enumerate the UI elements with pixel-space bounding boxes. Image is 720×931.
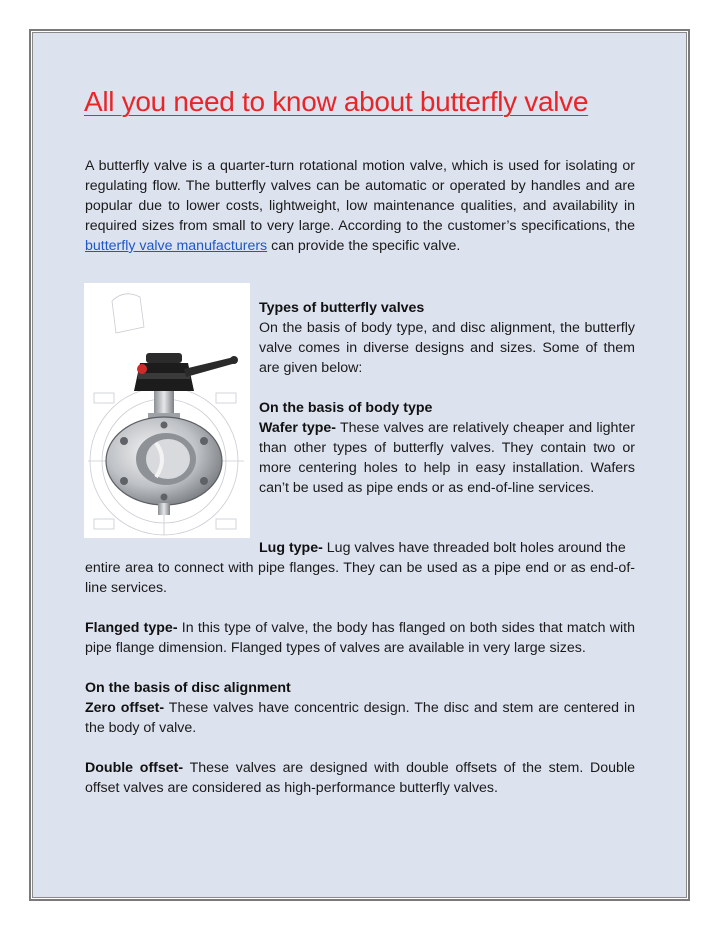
intro-text-before-link: A butterfly valve is a quarter-turn rotational motion valve, which is used for isolating or regulating flow. The butterfly valves can be automatic or operated by handles and are popular due to lower costs, lightweight, low maintenance qualities, and availability in required sizes from small to very large. According to the customer’s specifications, the (85, 158, 635, 234)
wafer-type-text: These valves are relatively cheaper and lighter than other types of butterfly valves. They contain two or more centering holes to help in easy installation. Wafers can’t be used as pipe ends or as end-of-line services. (259, 420, 635, 496)
butterfly-valve-illustration (84, 283, 250, 538)
types-heading: Types of butterfly valves (259, 300, 425, 316)
double-offset-text: These valves are designed with double offsets of the stem. Double offset valves are considered as high-performance butterfly valves. (85, 760, 635, 796)
zero-offset-label: Zero offset- (85, 700, 165, 716)
intro-text-after-link: can provide the specific valve. (267, 238, 461, 254)
flanged-type-text: In this type of valve, the body has flanged on both sides that match with pipe flange dimension. Flanged types of valves are available in very large sizes. (85, 620, 635, 656)
page-title: All you need to know about butterfly valve (84, 86, 589, 117)
butterfly-valve-image (84, 283, 250, 538)
zero-offset-text: These valves have concentric design. The disc and stem are centered in the body of valve. (85, 700, 636, 736)
double-offset-paragraph (85, 758, 635, 798)
lug-type-text-first: Lug valves have threaded bolt holes around the (322, 540, 626, 556)
body-type-heading: On the basis of body type (259, 400, 433, 416)
wafer-type-label: Wafer type- (259, 420, 337, 436)
lug-type-text-rest: entire area to connect with pipe flanges. They can be used as a pipe end or as end-of-line services. (85, 560, 635, 596)
lug-type-first-line (259, 538, 635, 558)
double-offset-label: Double offset- (85, 760, 184, 776)
types-description: On the basis of body type, and disc alignment, the butterfly valve comes in diverse designs and sizes. Some of them are given below: (259, 320, 635, 376)
zero-offset-paragraph (85, 698, 635, 738)
flanged-type-label: Flanged type- (85, 620, 178, 636)
intro-paragraph (85, 156, 635, 256)
lug-type-label: Lug type- (259, 540, 323, 556)
lower-section (85, 558, 635, 798)
disc-alignment-heading: On the basis of disc alignment (85, 680, 291, 696)
wafer-type-paragraph (259, 418, 635, 498)
flanged-type-paragraph (85, 618, 635, 658)
butterfly-valve-manufacturers-link[interactable]: butterfly valve manufacturers (85, 238, 268, 254)
valve-types-section (259, 298, 635, 498)
